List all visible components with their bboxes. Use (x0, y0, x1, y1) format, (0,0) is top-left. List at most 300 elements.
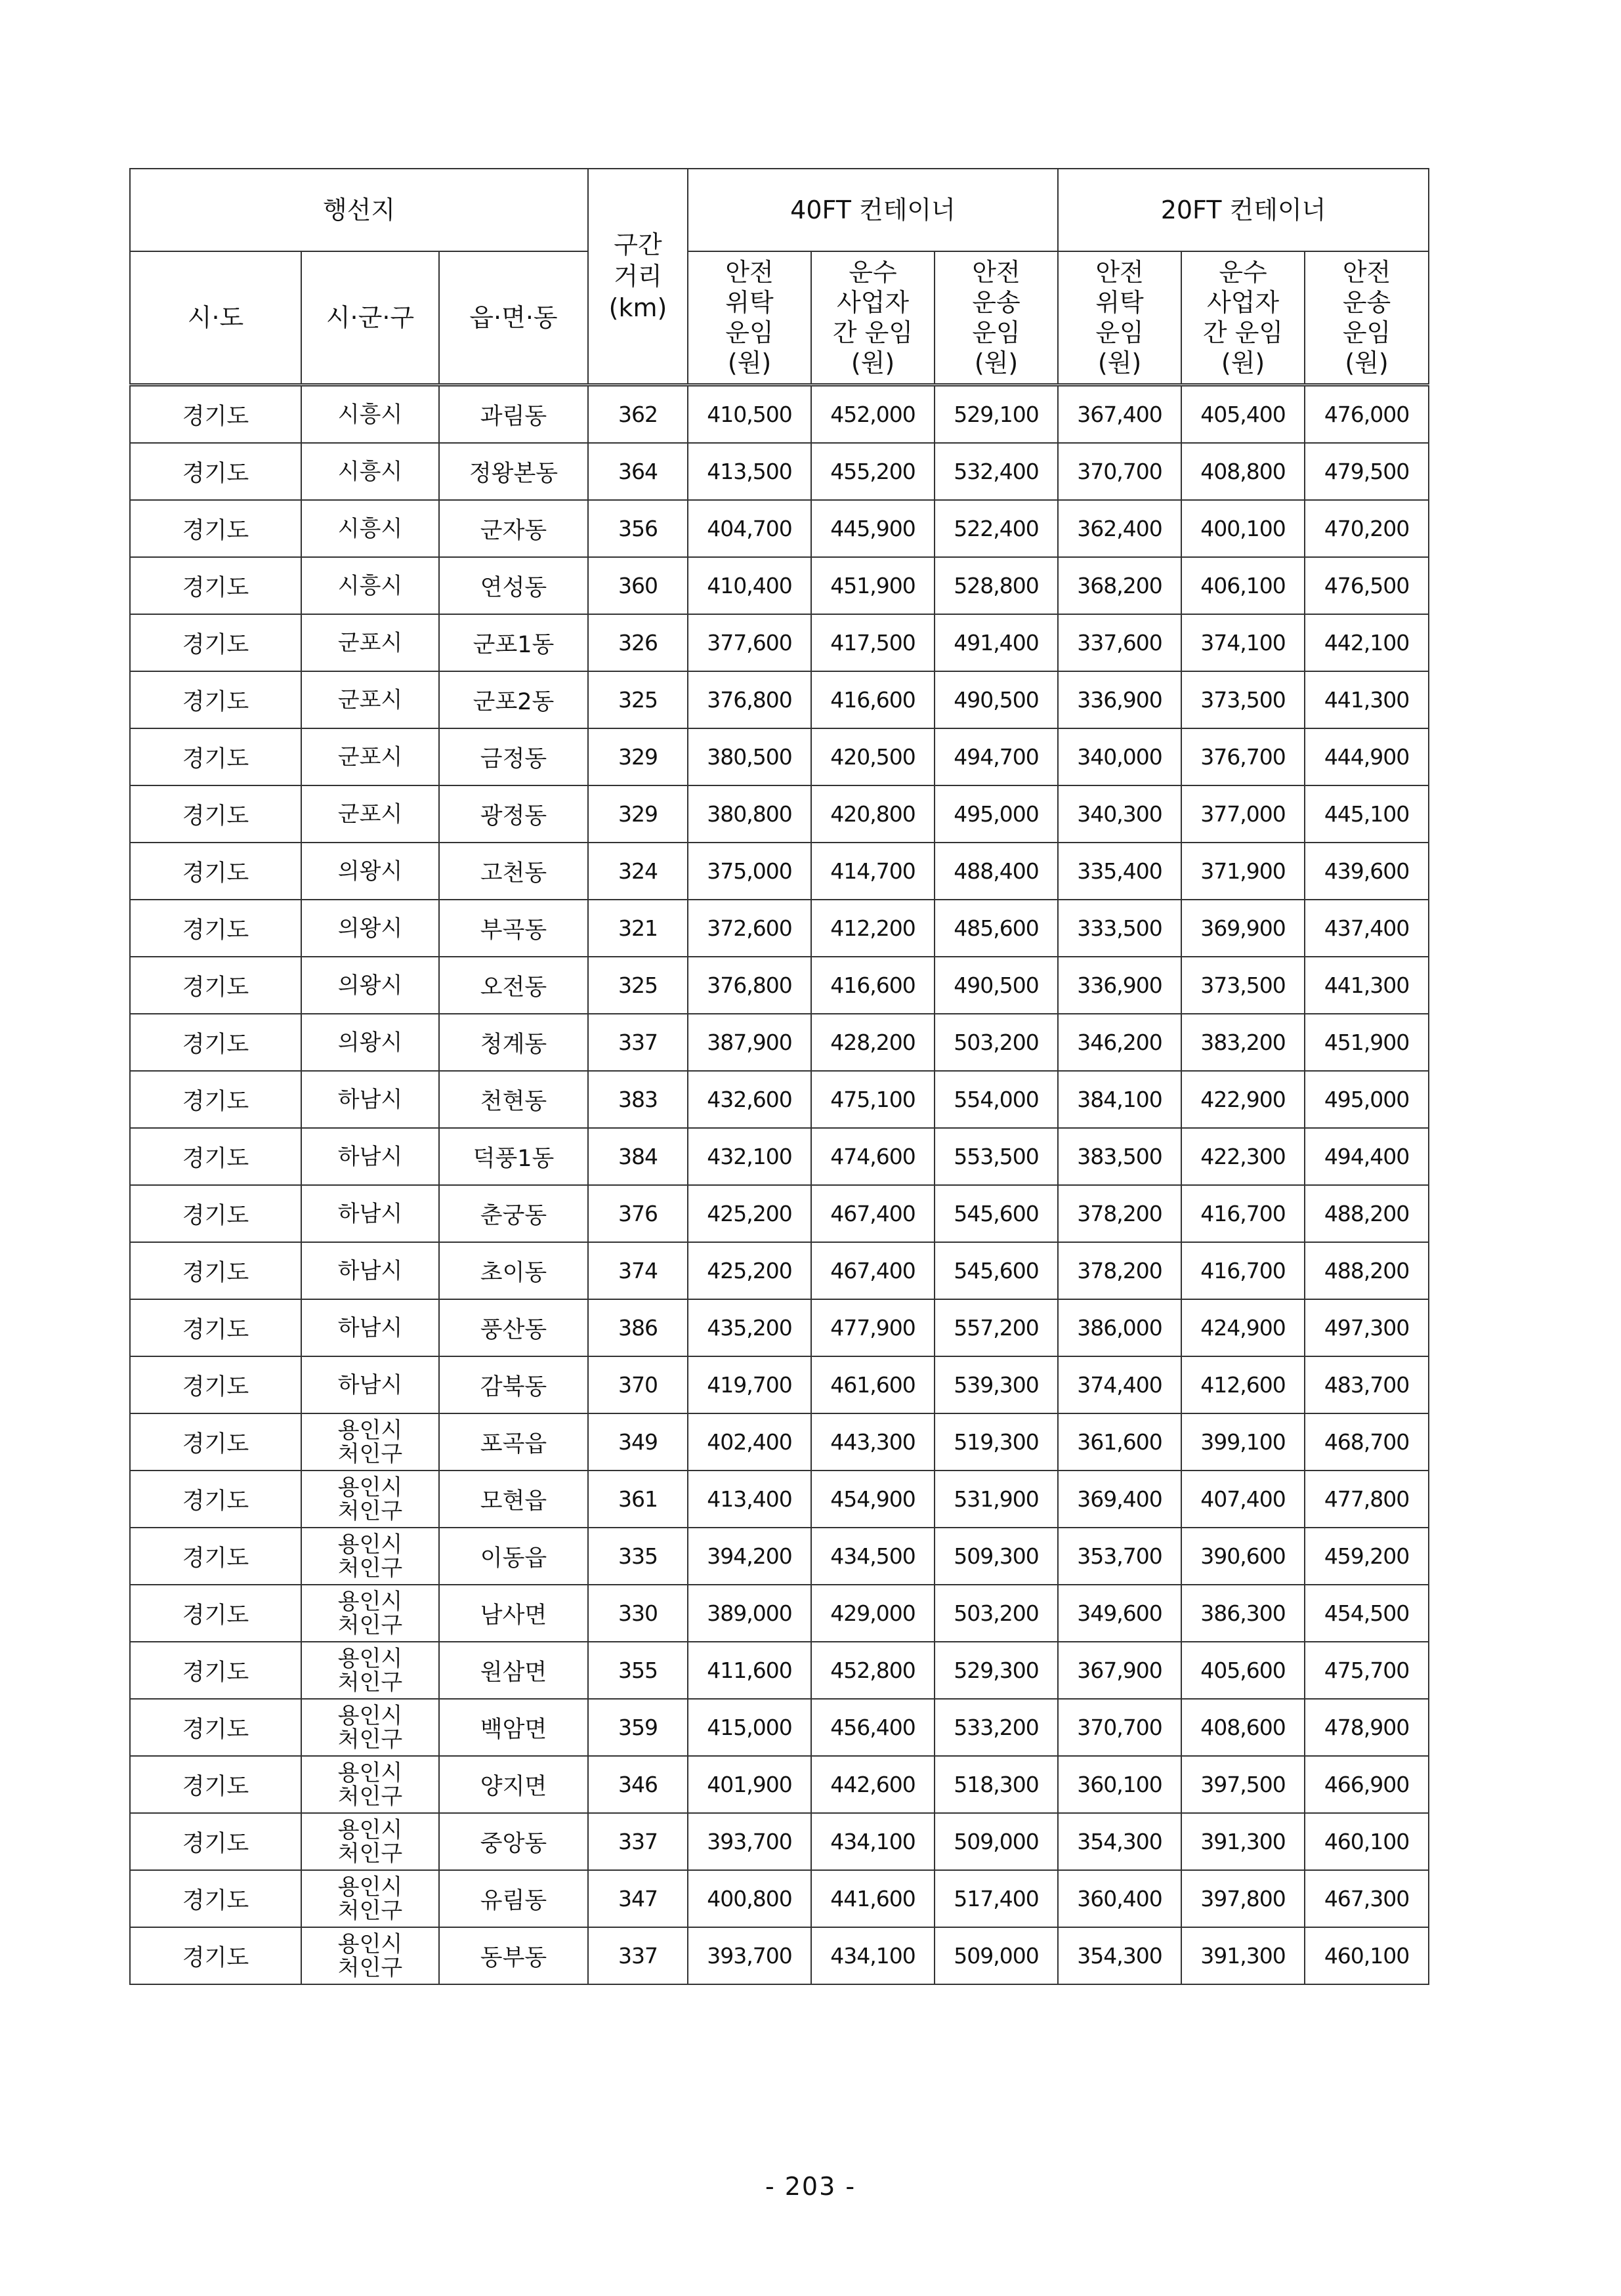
table-row (130, 1528, 1429, 1585)
province-cell: 경기도 (130, 1642, 301, 1699)
distance-cell: 346 (588, 1756, 688, 1813)
town-cell: 춘궁동 (439, 1185, 588, 1242)
ft20-carrier-cell: 416,700 (1181, 1185, 1305, 1242)
ft20-safety-consign-cell: 370,700 (1058, 1699, 1181, 1756)
distance-cell: 349 (588, 1413, 688, 1471)
ft40-safety-transport-cell: 509,000 (935, 1927, 1058, 1984)
city-cell: 군포시 (301, 728, 439, 785)
ft40-carrier-cell: 420,800 (811, 785, 935, 843)
province-cell: 경기도 (130, 1128, 301, 1185)
city-cell: 시흥시 (301, 500, 439, 557)
ft40-safety-consign-cell: 413,400 (688, 1471, 811, 1528)
distance-cell: 335 (588, 1528, 688, 1585)
city-cell: 하남시 (301, 1356, 439, 1413)
ft40-safety-consign-cell: 401,900 (688, 1756, 811, 1813)
ft40-safety-transport-cell: 503,200 (935, 1014, 1058, 1071)
ft40-safety-consign-cell: 432,100 (688, 1128, 811, 1185)
town-cell: 이동읍 (439, 1528, 588, 1585)
distance-cell: 324 (588, 843, 688, 900)
city-cell: 의왕시 (301, 1014, 439, 1071)
town-cell: 천현동 (439, 1071, 588, 1128)
city-cell: 하남시 (301, 1185, 439, 1242)
town-cell: 모현읍 (439, 1471, 588, 1528)
city-cell: 군포시 (301, 671, 439, 728)
table-row (130, 1813, 1429, 1870)
city-cell: 용인시 처인구 (301, 1870, 439, 1927)
province-cell: 경기도 (130, 843, 301, 900)
ft20-safety-consign-cell: 335,400 (1058, 843, 1181, 900)
distance-header-label: 구간 거리 (km) (608, 230, 667, 322)
city-cell: 용인시 처인구 (301, 1699, 439, 1756)
province-cell: 경기도 (130, 900, 301, 957)
ft20-safety-transport-cell: 470,200 (1305, 500, 1429, 557)
distance-cell: 374 (588, 1242, 688, 1299)
ft40-safety-transport-cell: 539,300 (935, 1356, 1058, 1413)
ft20-safety-transport-cell: 444,900 (1305, 728, 1429, 785)
ft40-safety-consign-cell: 402,400 (688, 1413, 811, 1471)
ft40-safety-consign-cell: 394,200 (688, 1528, 811, 1585)
ft40-carrier-cell: 467,400 (811, 1242, 935, 1299)
ft20-safety-consign-cell: 340,300 (1058, 785, 1181, 843)
ft20-carrier-cell: 383,200 (1181, 1014, 1305, 1071)
province-cell: 경기도 (130, 385, 301, 444)
table-row (130, 1585, 1429, 1642)
ft20-carrier-cell: 406,100 (1181, 557, 1305, 614)
table-row (130, 557, 1429, 614)
table-row (130, 1242, 1429, 1299)
province-cell: 경기도 (130, 957, 301, 1014)
ft20-safety-consign-cell: 367,900 (1058, 1642, 1181, 1699)
city-cell: 용인시 처인구 (301, 1528, 439, 1585)
ft40-carrier-cell: 475,100 (811, 1071, 935, 1128)
ft20-carrier-cell: 400,100 (1181, 500, 1305, 557)
distance-cell: 370 (588, 1356, 688, 1413)
city-cell: 용인시 처인구 (301, 1927, 439, 1984)
town-cell: 동부동 (439, 1927, 588, 1984)
ft20-safety-consign-cell: 383,500 (1058, 1128, 1181, 1185)
city-cell: 용인시 처인구 (301, 1756, 439, 1813)
ft20-safety-transport-cell: 459,200 (1305, 1528, 1429, 1585)
ft40-safety-transport-cell: 545,600 (935, 1185, 1058, 1242)
ft40-safety-consign-cell: 377,600 (688, 614, 811, 671)
town-cell: 정왕본동 (439, 443, 588, 500)
city-cell: 하남시 (301, 1242, 439, 1299)
distance-cell: 359 (588, 1699, 688, 1756)
table-row (130, 1699, 1429, 1756)
ft40-safety-transport-cell: 553,500 (935, 1128, 1058, 1185)
province-cell: 경기도 (130, 1699, 301, 1756)
ft20-safety-transport-cell: 476,000 (1305, 385, 1429, 444)
distance-header (588, 169, 688, 385)
distance-cell: 337 (588, 1927, 688, 1984)
town-cell: 유림동 (439, 1870, 588, 1927)
province-cell: 경기도 (130, 1927, 301, 1984)
ft40-safety-consign-cell: 415,000 (688, 1699, 811, 1756)
city-cell: 용인시 처인구 (301, 1585, 439, 1642)
ft40-carrier-cell: 420,500 (811, 728, 935, 785)
ft40-header: 40FT 컨테이너 (688, 169, 1058, 251)
province-cell: 경기도 (130, 614, 301, 671)
destination-header: 행선지 (130, 169, 588, 251)
page-number: - 203 - (765, 2172, 856, 2201)
town-cell: 고천동 (439, 843, 588, 900)
city-cell: 의왕시 (301, 900, 439, 957)
table-row (130, 500, 1429, 557)
town-cell: 감북동 (439, 1356, 588, 1413)
ft40-carrier-cell: 443,300 (811, 1413, 935, 1471)
ft40-safety-consign-cell: 411,600 (688, 1642, 811, 1699)
header-row-sub (130, 251, 1429, 385)
town-cell: 광정동 (439, 785, 588, 843)
ft20-safety-consign-cell: 353,700 (1058, 1528, 1181, 1585)
ft20-safety-consign-cell: 346,200 (1058, 1014, 1181, 1071)
ft20-safety-transport-cell: 441,300 (1305, 671, 1429, 728)
distance-cell: 325 (588, 671, 688, 728)
ft40-carrier-cell: 416,600 (811, 957, 935, 1014)
ft20-safety-consign-header: 안전 위탁 운임 (원) (1058, 251, 1181, 385)
town-cell: 원삼면 (439, 1642, 588, 1699)
ft40-safety-consign-cell: 393,700 (688, 1927, 811, 1984)
table-row (130, 1299, 1429, 1356)
city-cell: 시흥시 (301, 557, 439, 614)
province-cell: 경기도 (130, 1585, 301, 1642)
city-cell: 군포시 (301, 785, 439, 843)
distance-cell: 384 (588, 1128, 688, 1185)
ft40-safety-transport-cell: 529,300 (935, 1642, 1058, 1699)
ft20-carrier-cell: 369,900 (1181, 900, 1305, 957)
city-cell: 용인시 처인구 (301, 1642, 439, 1699)
ft20-safety-transport-cell: 467,300 (1305, 1870, 1429, 1927)
ft40-carrier-cell: 412,200 (811, 900, 935, 957)
ft40-safety-transport-cell: 522,400 (935, 500, 1058, 557)
ft20-safety-transport-cell: 478,900 (1305, 1699, 1429, 1756)
ft40-safety-transport-cell: 545,600 (935, 1242, 1058, 1299)
ft40-safety-consign-cell: 393,700 (688, 1813, 811, 1870)
ft40-safety-consign-cell: 372,600 (688, 900, 811, 957)
ft20-carrier-cell: 397,500 (1181, 1756, 1305, 1813)
ft40-carrier-cell: 417,500 (811, 614, 935, 671)
ft20-safety-consign-cell: 337,600 (1058, 614, 1181, 671)
ft40-safety-consign-cell: 435,200 (688, 1299, 811, 1356)
ft20-safety-consign-cell: 378,200 (1058, 1185, 1181, 1242)
ft20-safety-consign-cell: 336,900 (1058, 957, 1181, 1014)
ft20-safety-transport-cell: 454,500 (1305, 1585, 1429, 1642)
table-row (130, 1071, 1429, 1128)
ft40-carrier-header: 운수 사업자 간 운임 (원) (811, 251, 935, 385)
ft40-safety-transport-cell: 557,200 (935, 1299, 1058, 1356)
ft40-carrier-cell: 434,500 (811, 1528, 935, 1585)
ft20-carrier-cell: 422,900 (1181, 1071, 1305, 1128)
ft20-safety-transport-cell: 477,800 (1305, 1471, 1429, 1528)
ft40-carrier-cell: 441,600 (811, 1870, 935, 1927)
distance-cell: 330 (588, 1585, 688, 1642)
ft40-carrier-cell: 429,000 (811, 1585, 935, 1642)
province-cell: 경기도 (130, 500, 301, 557)
ft20-carrier-cell: 424,900 (1181, 1299, 1305, 1356)
header-row-top (130, 169, 1429, 251)
town-cell: 덕풍1동 (439, 1128, 588, 1185)
table-row (130, 957, 1429, 1014)
ft40-carrier-cell: 452,000 (811, 385, 935, 444)
ft40-safety-consign-cell: 404,700 (688, 500, 811, 557)
ft40-carrier-cell: 454,900 (811, 1471, 935, 1528)
ft40-safety-consign-cell: 425,200 (688, 1242, 811, 1299)
ft40-safety-transport-cell: 532,400 (935, 443, 1058, 500)
ft20-safety-transport-cell: 488,200 (1305, 1242, 1429, 1299)
ft40-safety-transport-cell: 519,300 (935, 1413, 1058, 1471)
city-cell: 용인시 처인구 (301, 1813, 439, 1870)
distance-cell: 360 (588, 557, 688, 614)
town-cell: 남사면 (439, 1585, 588, 1642)
city-cell: 하남시 (301, 1128, 439, 1185)
ft20-safety-transport-cell: 437,400 (1305, 900, 1429, 957)
table-row (130, 614, 1429, 671)
ft20-carrier-cell: 386,300 (1181, 1585, 1305, 1642)
ft20-carrier-cell: 374,100 (1181, 614, 1305, 671)
ft20-carrier-cell: 407,400 (1181, 1471, 1305, 1528)
ft20-safety-transport-cell: 476,500 (1305, 557, 1429, 614)
distance-cell: 386 (588, 1299, 688, 1356)
ft20-safety-transport-cell: 497,300 (1305, 1299, 1429, 1356)
ft40-carrier-cell: 434,100 (811, 1927, 935, 1984)
table-row (130, 671, 1429, 728)
ft20-safety-transport-cell: 460,100 (1305, 1813, 1429, 1870)
ft40-safety-consign-cell: 425,200 (688, 1185, 811, 1242)
ft20-carrier-cell: 405,400 (1181, 385, 1305, 444)
distance-cell: 337 (588, 1014, 688, 1071)
province-cell: 경기도 (130, 1813, 301, 1870)
province-header: 시·도 (130, 251, 301, 385)
table-row (130, 1870, 1429, 1927)
ft40-carrier-cell: 414,700 (811, 843, 935, 900)
distance-cell: 356 (588, 500, 688, 557)
ft40-safety-transport-cell: 518,300 (935, 1756, 1058, 1813)
city-header: 시·군·구 (301, 251, 439, 385)
ft20-safety-consign-cell: 336,900 (1058, 671, 1181, 728)
ft20-safety-consign-cell: 354,300 (1058, 1927, 1181, 1984)
ft20-carrier-cell: 397,800 (1181, 1870, 1305, 1927)
ft40-safety-transport-cell: 529,100 (935, 385, 1058, 444)
ft20-safety-consign-cell: 370,700 (1058, 443, 1181, 500)
ft20-carrier-cell: 408,800 (1181, 443, 1305, 500)
province-cell: 경기도 (130, 1299, 301, 1356)
city-cell: 하남시 (301, 1071, 439, 1128)
province-cell: 경기도 (130, 443, 301, 500)
table-row (130, 843, 1429, 900)
ft20-safety-consign-cell: 378,200 (1058, 1242, 1181, 1299)
table-row (130, 1642, 1429, 1699)
ft20-safety-transport-cell: 495,000 (1305, 1071, 1429, 1128)
ft40-safety-transport-cell: 509,000 (935, 1813, 1058, 1870)
distance-cell: 329 (588, 728, 688, 785)
distance-cell: 376 (588, 1185, 688, 1242)
town-cell: 백암면 (439, 1699, 588, 1756)
ft40-safety-consign-cell: 432,600 (688, 1071, 811, 1128)
town-cell: 풍산동 (439, 1299, 588, 1356)
ft20-carrier-header: 운수 사업자 간 운임 (원) (1181, 251, 1305, 385)
ft20-safety-consign-cell: 384,100 (1058, 1071, 1181, 1128)
city-cell: 의왕시 (301, 843, 439, 900)
ft20-safety-consign-cell: 360,400 (1058, 1870, 1181, 1927)
town-cell: 군포1동 (439, 614, 588, 671)
ft20-carrier-cell: 399,100 (1181, 1413, 1305, 1471)
ft40-safety-transport-header: 안전 운송 운임 (원) (935, 251, 1058, 385)
ft40-safety-consign-cell: 410,400 (688, 557, 811, 614)
town-cell: 오전동 (439, 957, 588, 1014)
ft40-safety-consign-header: 안전 위탁 운임 (원) (688, 251, 811, 385)
town-cell: 연성동 (439, 557, 588, 614)
ft40-safety-transport-cell: 490,500 (935, 957, 1058, 1014)
ft40-safety-consign-cell: 387,900 (688, 1014, 811, 1071)
ft20-safety-transport-cell: 488,200 (1305, 1185, 1429, 1242)
town-cell: 초이동 (439, 1242, 588, 1299)
ft40-carrier-cell: 434,100 (811, 1813, 935, 1870)
ft40-carrier-cell: 456,400 (811, 1699, 935, 1756)
table-row (130, 1185, 1429, 1242)
distance-cell: 347 (588, 1870, 688, 1927)
ft20-safety-transport-cell: 483,700 (1305, 1356, 1429, 1413)
table-row (130, 1413, 1429, 1471)
ft40-safety-consign-cell: 400,800 (688, 1870, 811, 1927)
ft20-safety-transport-cell: 445,100 (1305, 785, 1429, 843)
ft40-safety-consign-cell: 376,800 (688, 671, 811, 728)
province-cell: 경기도 (130, 1756, 301, 1813)
ft40-safety-transport-cell: 495,000 (935, 785, 1058, 843)
town-cell: 청계동 (439, 1014, 588, 1071)
town-header: 읍·면·동 (439, 251, 588, 385)
ft20-safety-transport-cell: 439,600 (1305, 843, 1429, 900)
province-cell: 경기도 (130, 1242, 301, 1299)
table-row (130, 1471, 1429, 1528)
ft40-safety-consign-cell: 389,000 (688, 1585, 811, 1642)
ft20-safety-consign-cell: 368,200 (1058, 557, 1181, 614)
city-cell: 시흥시 (301, 385, 439, 444)
province-cell: 경기도 (130, 728, 301, 785)
town-cell: 군자동 (439, 500, 588, 557)
table-row (130, 1128, 1429, 1185)
table-row (130, 1927, 1429, 1984)
ft20-carrier-cell: 373,500 (1181, 957, 1305, 1014)
ft40-carrier-cell: 442,600 (811, 1756, 935, 1813)
ft40-safety-consign-cell: 419,700 (688, 1356, 811, 1413)
ft20-carrier-cell: 391,300 (1181, 1813, 1305, 1870)
ft40-safety-transport-cell: 488,400 (935, 843, 1058, 900)
ft40-safety-transport-cell: 494,700 (935, 728, 1058, 785)
city-cell: 용인시 처인구 (301, 1471, 439, 1528)
table-row (130, 785, 1429, 843)
table-body (130, 385, 1429, 1985)
table-row (130, 443, 1429, 500)
ft40-safety-transport-cell: 503,200 (935, 1585, 1058, 1642)
ft40-safety-transport-cell: 491,400 (935, 614, 1058, 671)
ft20-safety-consign-cell: 386,000 (1058, 1299, 1181, 1356)
table-row (130, 385, 1429, 444)
province-cell: 경기도 (130, 1870, 301, 1927)
distance-cell: 362 (588, 385, 688, 444)
ft20-safety-transport-cell: 442,100 (1305, 614, 1429, 671)
ft40-carrier-cell: 445,900 (811, 500, 935, 557)
ft40-carrier-cell: 477,900 (811, 1299, 935, 1356)
town-cell: 부곡동 (439, 900, 588, 957)
ft40-safety-transport-cell: 485,600 (935, 900, 1058, 957)
ft20-safety-transport-cell: 468,700 (1305, 1413, 1429, 1471)
city-cell: 용인시 처인구 (301, 1413, 439, 1471)
ft40-safety-transport-cell: 509,300 (935, 1528, 1058, 1585)
ft40-safety-transport-cell: 528,800 (935, 557, 1058, 614)
ft40-safety-consign-cell: 376,800 (688, 957, 811, 1014)
ft40-safety-transport-cell: 490,500 (935, 671, 1058, 728)
distance-cell: 361 (588, 1471, 688, 1528)
ft20-safety-transport-cell: 466,900 (1305, 1756, 1429, 1813)
ft40-carrier-cell: 461,600 (811, 1356, 935, 1413)
ft40-carrier-cell: 455,200 (811, 443, 935, 500)
ft40-safety-transport-cell: 533,200 (935, 1699, 1058, 1756)
ft40-safety-consign-cell: 413,500 (688, 443, 811, 500)
ft40-carrier-cell: 428,200 (811, 1014, 935, 1071)
ft20-carrier-cell: 408,600 (1181, 1699, 1305, 1756)
ft20-carrier-cell: 416,700 (1181, 1242, 1305, 1299)
city-cell: 군포시 (301, 614, 439, 671)
ft20-safety-transport-cell: 479,500 (1305, 443, 1429, 500)
province-cell: 경기도 (130, 785, 301, 843)
province-cell: 경기도 (130, 557, 301, 614)
table-row (130, 1756, 1429, 1813)
province-cell: 경기도 (130, 1185, 301, 1242)
ft20-safety-consign-cell: 340,000 (1058, 728, 1181, 785)
distance-cell: 329 (588, 785, 688, 843)
ft40-carrier-cell: 416,600 (811, 671, 935, 728)
city-cell: 하남시 (301, 1299, 439, 1356)
ft20-safety-consign-cell: 369,400 (1058, 1471, 1181, 1528)
town-cell: 군포2동 (439, 671, 588, 728)
ft40-carrier-cell: 452,800 (811, 1642, 935, 1699)
ft20-carrier-cell: 422,300 (1181, 1128, 1305, 1185)
ft20-safety-consign-cell: 367,400 (1058, 385, 1181, 444)
ft20-safety-consign-cell: 354,300 (1058, 1813, 1181, 1870)
province-cell: 경기도 (130, 671, 301, 728)
ft40-safety-transport-cell: 531,900 (935, 1471, 1058, 1528)
ft20-carrier-cell: 373,500 (1181, 671, 1305, 728)
table-row (130, 900, 1429, 957)
table-row (130, 1356, 1429, 1413)
ft20-safety-transport-cell: 451,900 (1305, 1014, 1429, 1071)
distance-cell: 337 (588, 1813, 688, 1870)
distance-cell: 321 (588, 900, 688, 957)
distance-cell: 326 (588, 614, 688, 671)
ft20-safety-consign-cell: 349,600 (1058, 1585, 1181, 1642)
ft40-safety-consign-cell: 410,500 (688, 385, 811, 444)
distance-cell: 364 (588, 443, 688, 500)
town-cell: 양지면 (439, 1756, 588, 1813)
province-cell: 경기도 (130, 1071, 301, 1128)
ft40-carrier-cell: 474,600 (811, 1128, 935, 1185)
ft20-header: 20FT 컨테이너 (1058, 169, 1429, 251)
ft40-safety-consign-cell: 375,000 (688, 843, 811, 900)
province-cell: 경기도 (130, 1471, 301, 1528)
table-row (130, 1014, 1429, 1071)
province-cell: 경기도 (130, 1528, 301, 1585)
ft20-safety-transport-cell: 475,700 (1305, 1642, 1429, 1699)
ft20-safety-consign-cell: 374,400 (1058, 1356, 1181, 1413)
town-cell: 중앙동 (439, 1813, 588, 1870)
ft20-carrier-cell: 377,000 (1181, 785, 1305, 843)
ft20-carrier-cell: 405,600 (1181, 1642, 1305, 1699)
ft20-safety-transport-cell: 460,100 (1305, 1927, 1429, 1984)
ft20-carrier-cell: 412,600 (1181, 1356, 1305, 1413)
ft40-safety-consign-cell: 380,500 (688, 728, 811, 785)
province-cell: 경기도 (130, 1356, 301, 1413)
ft40-safety-transport-cell: 517,400 (935, 1870, 1058, 1927)
